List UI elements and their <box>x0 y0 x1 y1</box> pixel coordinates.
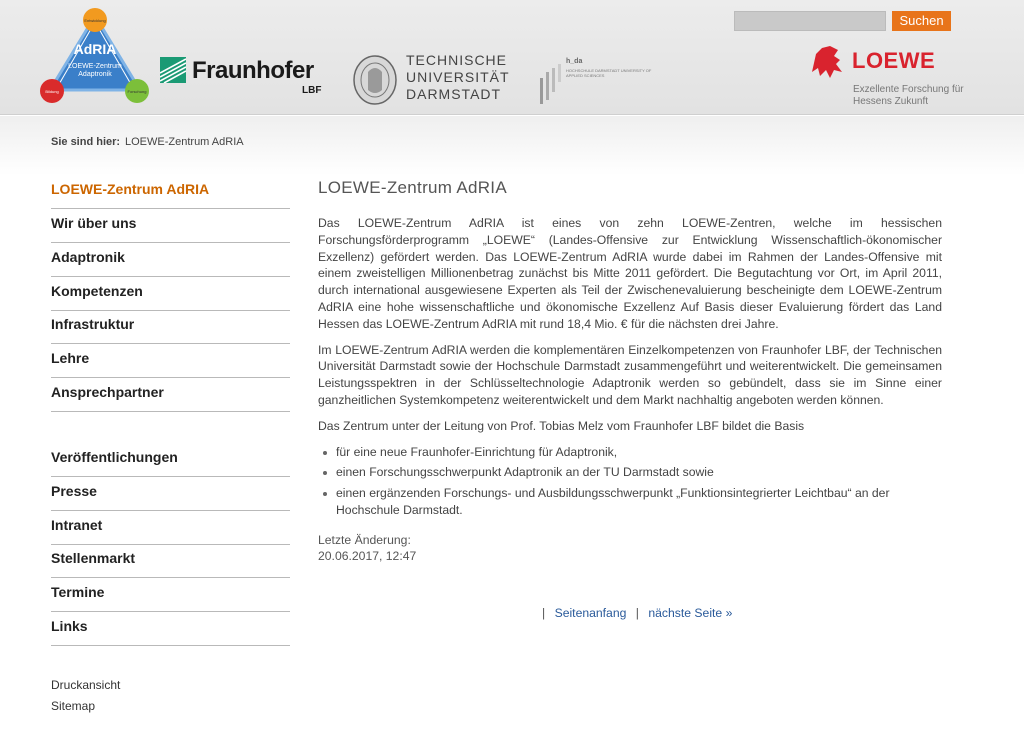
loewe-logo[interactable] <box>806 42 986 112</box>
print-view-link[interactable]: Druckansicht <box>51 678 121 692</box>
sidebar-item-presse[interactable]: Presse <box>51 477 290 511</box>
loewe-tagline-1: Exzellente Forschung für <box>853 84 964 95</box>
sidebar-item-stellenmarkt[interactable]: Stellenmarkt <box>51 544 290 578</box>
sidebar-item-kompetenzen[interactable]: Kompetenzen <box>51 277 290 311</box>
list-item: einen Forschungsschwerpunkt Adaptronik an der TU Darmstadt sowie <box>318 464 942 481</box>
intro-paragraph: Das LOEWE-Zentrum AdRIA ist eines von zehn LOEWE-Zentren, welche im hessischen Forschungsförderprogramm „LOEWE“ (Landes-Offensive zur Entwicklung Wissenschaftlich-ökonomischer Exzellenz) gefördert werden. Das LOEWE-Zentrum AdRIA wurde dabei im Rahmen der Landes-Offensive mit einem zweistelligen Millionenbetrag zunächst bis Mitte 2011 gefördert. Die Begutachtung vor Ort, im April 2011, durch international ausgewiesene Experten als Teil der Zwischenevaluierung bescheinigte dem LOEWE-Zentrum AdRIA eine hohe wissenschaftliche und ökonomische Exzellenz Auf Basis dieser Evaluierung fördert das Land Hessen das LOEWE-Zentrum AdRIA mit rund 18,4 Mio. € für die nächsten drei Jahre. <box>318 216 942 331</box>
svg-text:Forschung: Forschung <box>127 89 147 94</box>
loewe-name: LOEWE <box>852 48 936 73</box>
tud-line1: TECHNISCHE <box>406 52 508 68</box>
tud-seal-icon <box>352 54 398 106</box>
breadcrumb-label: Sie sind hier: <box>51 136 121 148</box>
sidebar-item-infrastruktur[interactable]: Infrastruktur <box>51 310 290 344</box>
last-changed-label: Letzte Änderung: <box>318 532 411 547</box>
search-input[interactable] <box>734 11 886 31</box>
tu-darmstadt-logo[interactable] <box>352 52 510 108</box>
breadcrumb-item[interactable]: LOEWE-Zentrum AdRIA <box>125 136 244 148</box>
tud-line3: DARMSTADT <box>406 86 502 102</box>
hda-name: h_da <box>566 58 583 65</box>
fraunhofer-mark-icon <box>160 57 186 83</box>
pager-separator: | <box>542 606 546 620</box>
sidebar-item-termine[interactable]: Termine <box>51 578 290 612</box>
sidebar-item-ansprechpartner[interactable]: Ansprechpartner <box>51 378 290 412</box>
sidebar-item-intranet[interactable]: Intranet <box>51 511 290 545</box>
sidebar-item-veroeffentlichungen[interactable]: Veröffentlichungen <box>51 443 290 477</box>
svg-text:LOEWE-Zentrum: LOEWE-Zentrum <box>68 63 122 70</box>
search-button[interactable]: Suchen <box>892 11 951 31</box>
list-item: für eine neue Fraunhofer-Einrichtung für Adaptronik, <box>318 444 942 461</box>
last-changed-value: 20.06.2017, 12:47 <box>318 548 417 563</box>
basis-list <box>318 444 942 519</box>
fraunhofer-logo[interactable] <box>160 57 326 103</box>
hda-mark-icon <box>538 64 564 104</box>
fraunhofer-sub: LBF <box>302 85 322 96</box>
adria-logo-name: AdRIA <box>73 41 117 57</box>
loewe-tagline-2: Hessens Zukunft <box>853 96 929 107</box>
tud-line2: UNIVERSITÄT <box>406 69 510 85</box>
sidebar-item-links[interactable]: Links <box>51 612 290 646</box>
sidebar-item-loewe-zentrum-adria[interactable]: LOEWE-Zentrum AdRIA <box>51 175 290 209</box>
sitemap-link[interactable]: Sitemap <box>51 699 96 713</box>
next-page-link[interactable]: nächste Seite » <box>648 606 733 620</box>
svg-text:Adaptronik: Adaptronik <box>78 71 112 78</box>
hda-sub: HOCHSCHULE DARMSTADT UNIVERSITY OF APPLIED SCIENCES <box>566 68 652 78</box>
sidebar-item-lehre[interactable]: Lehre <box>51 344 290 378</box>
svg-text:Entwicklung: Entwicklung <box>84 18 106 23</box>
page-title: LOEWE-Zentrum AdRIA <box>318 178 507 197</box>
main-content <box>318 178 942 564</box>
last-changed <box>318 532 942 564</box>
pager-separator: | <box>635 606 639 620</box>
basis-paragraph: Das Zentrum unter der Leitung von Prof. Tobias Melz vom Fraunhofer LBF bildet die Basis <box>318 418 805 433</box>
fraunhofer-name: Fraunhofer <box>192 57 314 84</box>
list-item: einen ergänzenden Forschungs- und Ausbildungsschwerpunkt „Funktionsintegrierter Leichtbau“ an der Hochschule Darmstadt. <box>318 485 942 519</box>
back-to-top-link[interactable]: Seitenanfang <box>554 606 627 620</box>
competence-paragraph: Im LOEWE-Zentrum AdRIA werden die komplementären Einzelkompetenzen von Fraunhofer LBF, der Technischen Universität Darmstadt sowie der Hochschule Darmstadt zusammengeführt und weiterentwickelt. Die gemeinsamen Leistungsspektren in der Schlüsseltechnologie Adaptronik werden so gebündelt, dass sie im Sinne einer ganzheitlichen Systemkompetenz weiterentwickelt und dem Markt nachhaltig angeboten werden können. <box>318 342 942 407</box>
adria-logo[interactable] <box>36 8 154 108</box>
sidebar-item-wir-ueber-uns[interactable]: Wir über uns <box>51 209 290 243</box>
svg-text:Bildung: Bildung <box>45 89 59 94</box>
page-navigation <box>536 606 732 620</box>
site-header <box>0 0 1024 115</box>
hda-logo[interactable] <box>538 54 668 106</box>
loewe-lion-icon <box>806 42 846 82</box>
sidebar-item-adaptronik[interactable]: Adaptronik <box>51 243 290 277</box>
